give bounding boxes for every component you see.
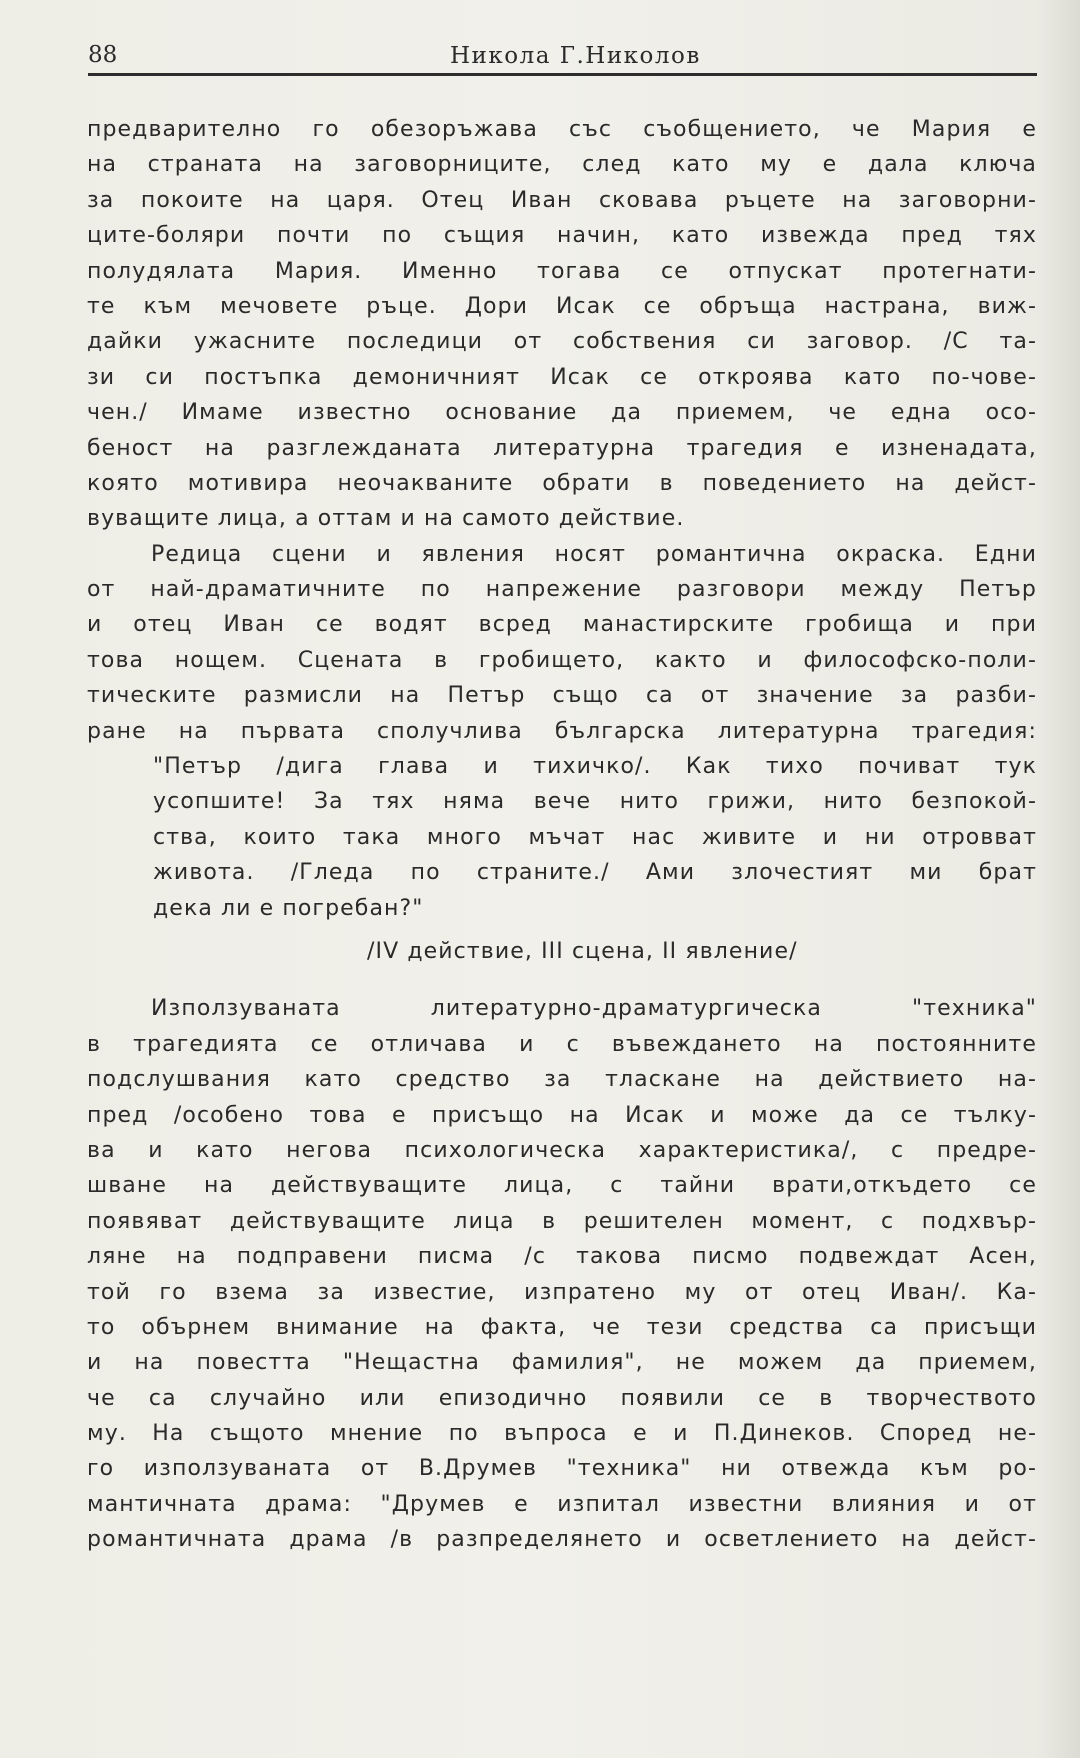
text-line: за покоите на царя. Отец Иван сковава ръцете на заговорни- [87, 187, 1037, 213]
text-line: то обърнем внимание на факта, че тези средства са присъщи [87, 1314, 1037, 1340]
running-head: Никола Г.Николов [450, 43, 701, 69]
text-line: ва и като негова психологическа характеристика/, с предре- [87, 1137, 1037, 1163]
text-line: той го взема за известие, изпратено му от отец Иван/. Ка- [87, 1279, 1037, 1305]
quote-source: /IV действие, III сцена, II явление/ [367, 938, 798, 964]
text-line: това нощем. Сцената в гробището, както и философско-поли- [87, 647, 1037, 673]
text-line: полудялата Мария. Именно тогава се отпускат протегнати- [87, 258, 1037, 284]
text-line: появяват действуващите лица в решителен момент, с подхвър- [87, 1208, 1037, 1234]
body-text [87, 112, 1037, 1558]
quote-line: "Петър /дига глава и тихичко/. Как тихо почиват тук [153, 754, 1037, 780]
text-line: те към мечовете ръце. Дори Исак се обръща настрана, виж- [87, 293, 1037, 319]
text-line: Използуваната литературно-драматургическа "техника" [151, 996, 1037, 1022]
text-line: в трагедията се отличава и с въвеждането на постоянните [87, 1031, 1037, 1057]
text-line: чен./ Имаме известно основание да приемем, че една осо- [87, 400, 1037, 426]
text-line: вуващите лица, а оттам и на самото действие. [87, 506, 685, 532]
text-line: и на повестта "Нещастна фамилия", не можем да приемем, [87, 1350, 1037, 1376]
text-line: предварително го обезоръжава със съобщението, че Мария е [87, 117, 1037, 142]
text-line: която мотивира неочакваните обрати в поведението на дейст- [87, 470, 1037, 496]
text-line: пред /особено това е присъщо на Исак и може да се тълку- [87, 1102, 1037, 1128]
text-line: Редица сцени и явления носят романтична окраска. Едни [151, 541, 1037, 567]
quote-line: дека ли е погребан?" [153, 895, 424, 921]
quote-line: живота. /Гледа по страните./ Ами злочестият ми брат [153, 860, 1037, 886]
text-line: мантичната драма: "Друмев е изпитал известни влияния и от [87, 1491, 1037, 1517]
text-line: романтичната драма /в разпределянето и осветлението на дейст- [87, 1527, 1037, 1553]
text-line: ране на първата сполучлива българска литературна трагедия: [87, 718, 1037, 744]
text-line: ляне на подправени писма /с такова писмо подвеждат Асен, [87, 1244, 1037, 1270]
text-line: че са случайно или епизодично появили се в творчеството [87, 1385, 1037, 1411]
quote-line: усопшите! За тях няма вече нито грижи, нито безпокой- [153, 789, 1037, 815]
text-line: зи си постъпка демоничният Исак се откроява като по-чове- [87, 364, 1037, 390]
page-header [88, 40, 1037, 76]
header-rule [88, 73, 1037, 76]
text-line: подслушвания като средство за тласкане на действието на- [87, 1067, 1037, 1093]
quote-line: ства, които така много мъчат нас живите и ни отровват [153, 824, 1037, 850]
text-line: дайки ужасните последици от собствения си заговор. /С та- [87, 329, 1037, 355]
text-line: шване на действуващите лица, с тайни врати,откъдето се [87, 1173, 1037, 1199]
text-line: и отец Иван се водят всред манастирските гробища и при [87, 612, 1037, 638]
text-line: го използуваната от В.Друмев "техника" ни отвежда към ро- [87, 1456, 1037, 1482]
text-line: тическите размисли на Петър също са от значение за разби- [87, 683, 1037, 709]
text-line: ците-боляри почти по същия начин, като извежда пред тях [87, 223, 1037, 249]
text-line: от най-драматичните по напрежение разговори между Петър [87, 577, 1037, 603]
text-line: на страната на заговорниците, след като му е дала ключа [87, 152, 1037, 178]
text-line: беност на разглежданата литературна трагедия е изненадата, [87, 435, 1037, 461]
page-number: 88 [88, 42, 118, 68]
text-line: му. На същото мнение по въпроса е и П.Динеков. Според не- [87, 1421, 1037, 1447]
